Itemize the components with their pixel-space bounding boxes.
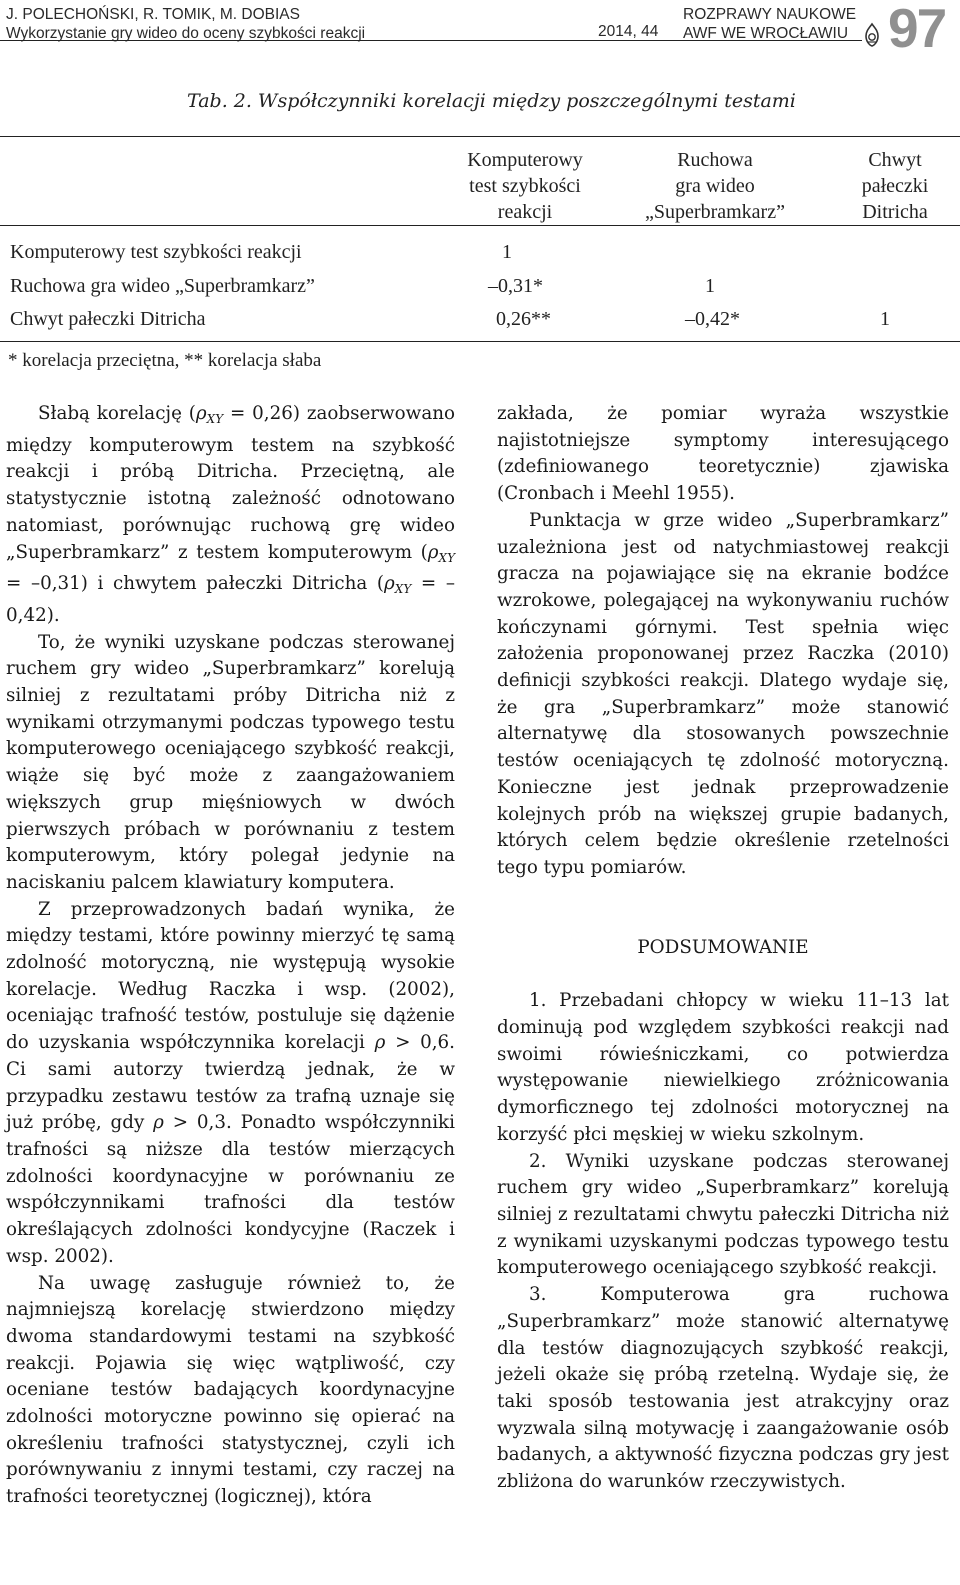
table-cell: –0,42* (685, 308, 740, 330)
paragraph: Na uwagę zasługuje również to, że najmniejszą korelację stwierdzono między dwoma standardowymi testami na szybkość reakcji. Pojawia się więc wątpliwość, czy oceniane testów badających koordynacyjne zdolności motoryczne powinno się opierać na określeniu trafności statystycznej, czyli ich porównywaniu z innymi testami, czy raczej na trafności teoretycznej (logicznej), która (6, 1272, 455, 1508)
conclusion-item: 1. Przebadani chłopcy w wieku 11–13 lat dominują pod względem szybkości reakcji nad swoimi rówieśniczkami, co potwierdza występowanie niewielkiego zróżnicowania dymorficznego tej zdolności motorycznej na korzyść płci męskiej w wieku szkolnym. (497, 990, 949, 1145)
table-column-header (630, 147, 800, 225)
page-number: 97 (888, 0, 946, 59)
text-run: > 0,3. Ponadto współczynniki trafności są niższe dla testów mierzących zdolności koordynacyjne w porównaniu ze współczynnikami trafności dla testów określających zdolności kondycyjne (Raczek i wsp. 2002). (6, 1112, 455, 1267)
rho-symbol: ρ (427, 541, 439, 563)
subscript-xy: XY (438, 550, 455, 565)
table-cell: 1 (880, 308, 890, 330)
column-header-line: Komputerowy (467, 149, 583, 171)
column-header-line: test szybkości (469, 175, 581, 197)
header-article-title: Wykorzystanie gry wideo do oceny szybkości reakcji (6, 25, 366, 42)
table-header-rule (0, 225, 960, 226)
paragraph: Punktacja w grze wideo „Superbramkarz” uzależniona jest od natychmiastowej reakcji gracza na pojawiające się na ekranie bodźce wzrokowe, polegającej na wykonywaniu ruchów kończynami górnymi. Test spełnia więc założenia proponowanej przez Raczka (2010) definicji szybkości reakcji. Dlatego wydaje się, że gra „Superbramkarz” może stanowić alternatywę dla stosowanych powszechnie testów oceniających tę zdolność motoryczną. Konieczne jest jednak przeprowadzenie kolejnych prób na większej grupie badanych, których celem będzie określenie rzetelności tego typu pomiarów. (497, 509, 949, 878)
rho-symbol: ρ (374, 1032, 386, 1054)
column-header-line: Ditricha (862, 201, 928, 223)
subscript-xy: XY (394, 582, 412, 597)
conclusion-item: 2. Wyniki uzyskane podczas sterowanej ruchem gry wideo „Superbramkarz” korelują silniej z rezultatami chwytu pałeczki Ditricha niż z wynikami uzyskanymi podczas typowego testu komputerowego oceniającego szybkość reakcji. (497, 1150, 950, 1279)
table-cell: 1 (705, 275, 715, 297)
subscript-xy: XY (206, 412, 224, 426)
table-top-rule (0, 136, 960, 137)
paragraph (6, 401, 455, 630)
right-text-column (497, 401, 949, 1496)
spacer (497, 882, 949, 935)
header-authors: J. POLECHOŃSKI, R. TOMIK, M. DOBIAS (6, 6, 300, 23)
journal-logo-icon (861, 22, 883, 48)
column-header-line: Chwyt (868, 149, 922, 171)
column-header-line: gra wideo (675, 175, 755, 197)
column-header-line: Ruchowa (677, 149, 753, 171)
text-run: = 0,26) zaobserwowano między komputerowym testem na szybkość reakcji i próbą Ditricha. Przeciętną, ale statystycznie istotną zależność odnotowano natomiast, porównując ruchową grę wideo „Superbramkarz” z testem komputerowym ( (6, 403, 455, 563)
table-footnote: * korelacja przeciętna, ** korelacja słaba (8, 350, 322, 371)
table-cell: –0,31* (488, 275, 543, 297)
header-journal-name: ROZPRAWY NAUKOWE (683, 6, 857, 23)
rho-symbol: ρ (153, 1112, 164, 1134)
rho-symbol: ρ (195, 403, 207, 424)
column-header-line: pałeczki (861, 175, 929, 197)
header-journal-sub: AWF WE WROCŁAWIU (683, 25, 849, 42)
running-header (0, 0, 960, 59)
table-row-label: Chwyt pałeczki Ditricha (10, 308, 206, 330)
text-run: Słabą korelację ( (38, 403, 196, 424)
table-cell: 1 (502, 241, 512, 263)
paragraph: zakłada, że pomiar wyraża wszystkie najistotniejsze symptomy interesującego (zdefiniowanego teoretycznie) zjawiska (Cronbach i Meehl 1955). (497, 403, 949, 505)
text-run: = –0,42). (6, 573, 455, 626)
conclusion-item: 3. Komputerowa gra ruchowa „Superbramkarz” może stanowić alternatywę dla testów diagnozujących szybkość reakcji, jeżeli okaże się próbą rzetelną. Wydaje się, że taki sposób testowania jest atrakcyjny oraz wyzwala silną motywację i zaangażowanie osób badanych, a aktywność fizyczna podczas gry jest zbliżona do warunków rzeczywistych. (497, 1284, 949, 1493)
table-bottom-rule (0, 341, 960, 342)
text-run: > 0,6. Ci sami autorzy twierdzą jednak, że w przypadku zestawu testów za trafną uznaje się już próbę, gdy (6, 1032, 455, 1134)
paragraph: To, że wyniki uzyskane podczas sterowanej ruchem gry wideo „Superbramkarz” korelują silniej z rezultatami próby Ditricha niż z wynikami otrzymanymi podczas typowego testu komputerowego oceniającego szybkość reakcji, wiąże się być może z zaangażowaniem większych grup mięśniowych w dwóch pierwszych próbach w porównaniu z testem komputerowym, który polegał jedynie na naciskaniu palcem klawiatury komputera. (6, 631, 455, 893)
header-journal (683, 5, 856, 43)
paragraph (6, 897, 455, 1271)
table-caption: Tab. 2. Współczynniki korelacji między poszczególnymi testami (187, 90, 796, 112)
rho-symbol: ρ (384, 573, 395, 595)
header-rule (0, 40, 862, 41)
text-run: Z przeprowadzonych badań wynika, że między testami, które powinny mierzyć tę samą zdolność motoryczną, nie występują wysokie korelacje. Według Raczka i wsp. (2002), oceniając trafność testów, postuluje się dążenie do uzyskania współczynnika korelacji (6, 898, 455, 1054)
header-left (6, 5, 365, 43)
table-column-header (830, 147, 960, 225)
section-heading: PODSUMOWANIE (637, 936, 809, 958)
left-text-column (6, 401, 455, 1511)
table-row-label: Komputerowy test szybkości reakcji (10, 241, 302, 263)
spacer (497, 961, 949, 988)
table-cell: 0,26** (496, 308, 551, 330)
table-row-label: Ruchowa gra wideo „Superbramkarz” (10, 275, 315, 297)
column-header-line: reakcji (497, 201, 553, 223)
header-year-volume: 2014, 44 (598, 23, 659, 40)
table-column-header (440, 147, 610, 225)
text-run: = –0,31) i chwytem pałeczki Ditricha ( (6, 573, 385, 595)
column-header-line: „Superbramkarz” (645, 201, 785, 223)
